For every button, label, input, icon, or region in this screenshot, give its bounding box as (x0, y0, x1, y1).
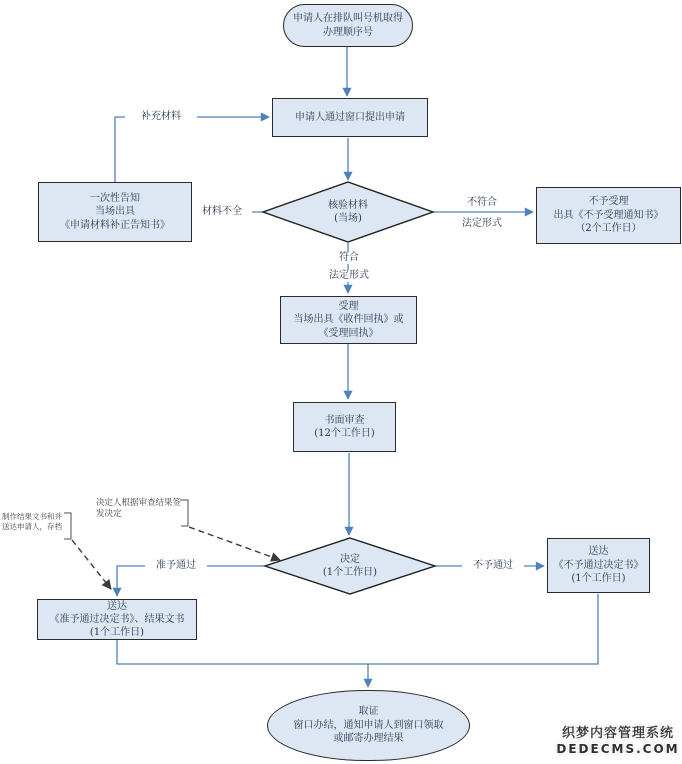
text-line: 申请人通过窗口提出申请 (295, 111, 405, 123)
node-reject-accept-box (536, 187, 681, 244)
text-line: 《准予通过决定书》、结果文书 (49, 614, 185, 625)
text-line: (1个工作日) (571, 573, 626, 585)
text-line: 或邮寄办理结果 (333, 733, 404, 745)
text-line: 受理 (338, 300, 359, 312)
text-line: 决定人根据审查结果签 (96, 498, 182, 508)
node-accept-box (280, 296, 417, 344)
node-start-terminator (283, 4, 413, 47)
text-line: 当场出具《收件回执》或 (293, 314, 404, 326)
node-check-diamond-text (298, 188, 398, 236)
text-line: 核验材料 (328, 199, 368, 211)
text-line: 不予受理 (588, 196, 629, 208)
edge-label-supplement: 补充材料 (125, 111, 197, 123)
text-line: 送达 (588, 546, 609, 558)
text-line: 办理顺序号 (323, 26, 373, 38)
text-line: 出具《不予受理通知书》 (553, 209, 664, 221)
edge-label-not-approve: 不予通过 (462, 560, 524, 572)
text-line: (当场) (334, 213, 362, 224)
node-deliver-approve-box (37, 599, 197, 640)
text-line: （2个工作日） (575, 223, 642, 235)
watermark-chinese: 织梦内容管理系统 (561, 726, 674, 741)
text-line: 送达申请人，存档 (2, 522, 62, 531)
watermark-url: DEDECMS.COM (556, 742, 680, 756)
text-line: 《受理回执》 (318, 327, 379, 339)
text-line: 书面审查 (324, 414, 365, 426)
text-line: 《申请材料补正告知书》 (60, 219, 170, 231)
dashed-arrow-make-document (72, 540, 111, 589)
edge-label-not-conform-2: 法定形式 (456, 218, 508, 230)
text-line: 当场出具 (95, 206, 135, 218)
text-line: 《不予通过决定书》 (553, 559, 644, 571)
edge-label-incomplete: 材料不全 (192, 206, 252, 218)
text-line: (1个工作日) (89, 627, 145, 638)
annotation-sign-decision (96, 498, 184, 520)
text-line: 送达 (107, 601, 127, 612)
watermark-dedecms (556, 722, 680, 756)
text-line: (1个工作日) (322, 567, 378, 578)
annotation-make-document (2, 512, 66, 532)
text-line: 窗口办结，通知申请人到窗口领取 (293, 719, 444, 731)
text-line: 发决定 (96, 509, 122, 519)
node-once-notify-box (38, 182, 192, 242)
edge-label-not-conform-1: 不符合 (456, 197, 508, 209)
edge-label-conform-2: 法定形式 (323, 270, 375, 282)
text-line: 申请人在排队叫号机取得 (293, 13, 403, 24)
text-line: 决定 (340, 553, 360, 565)
text-line: (12个工作日) (314, 428, 375, 439)
text-line: 制作结果文书和并 (2, 512, 62, 521)
node-review-box (293, 402, 396, 452)
text-line: 取证 (358, 706, 379, 718)
edge-notify-apply (115, 117, 269, 183)
dashed-arrow-sign-decision (189, 527, 280, 560)
edge-label-conform-1: 符合 (323, 252, 375, 264)
node-decide-diamond-text (300, 544, 400, 588)
text-line: 一次性告知 (90, 192, 140, 204)
node-apply-box (272, 98, 428, 137)
node-obtain-terminator (267, 690, 470, 761)
edge-label-approve: 准予通过 (145, 560, 207, 572)
node-deliver-reject-box (547, 538, 650, 593)
